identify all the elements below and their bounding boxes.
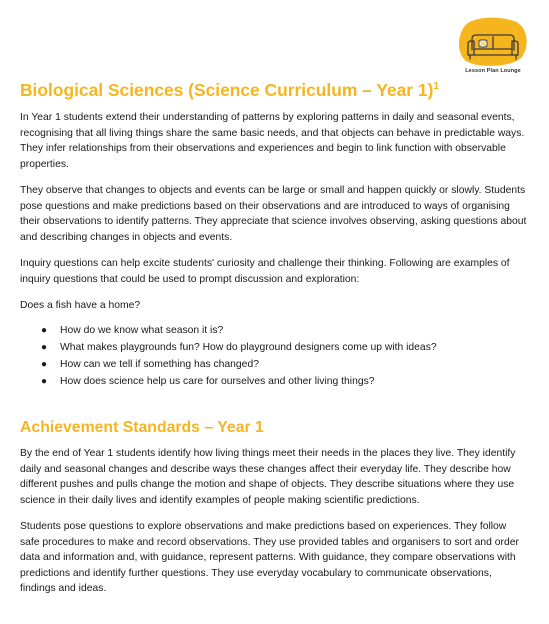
list-item-text: How do we know what season it is? bbox=[60, 324, 224, 336]
sofa-icon bbox=[456, 17, 530, 69]
paragraph-year1-patterns: In Year 1 students extend their understanding of patterns by exploring patterns in daily and seasonal events, recognising that all living things share the same basic needs, and that objects can behave in predictable ways. They infer relationships from their observations and experiences and begin to link function with observable properties. bbox=[20, 112, 525, 170]
list-item-text: How can we tell if something has changed? bbox=[60, 358, 259, 370]
inquiry-question-list bbox=[20, 323, 528, 390]
paragraph-inquiry-questions: Inquiry questions can help excite students' curiosity and challenge their thinking. Following are examples of inquiry questions that could be used to prompt discussion and exploration: bbox=[20, 258, 510, 285]
paragraph-observe-changes: They observe that changes to objects and events can be large or small and happen quickly or slowly. Students pose questions and make predictions based on their observations and are introduced to ways of organising their observations to identify patterns. They appreciate that science involves observing, asking questions about and describing changes in objects and events. bbox=[20, 185, 527, 243]
section-title-achievement-standards: Achievement Standards – Year 1 bbox=[20, 419, 264, 436]
bullet-icon: ● bbox=[41, 375, 48, 387]
footnote-marker: 1 bbox=[433, 81, 439, 92]
section-title-biological-sciences bbox=[20, 76, 528, 104]
lesson-plan-lounge-logo bbox=[456, 17, 530, 79]
list-item bbox=[20, 357, 528, 373]
section-title-text: Biological Sciences (Science Curriculum – Year 1) bbox=[20, 80, 434, 100]
logo-text: Lesson Plan Lounge bbox=[465, 68, 521, 74]
bullet-icon: ● bbox=[41, 358, 48, 370]
list-item-text: What makes playgrounds fun? How do playground designers come up with ideas? bbox=[60, 341, 437, 353]
list-item bbox=[20, 340, 528, 356]
list-item bbox=[20, 374, 528, 390]
paragraph-end-of-year1: By the end of Year 1 students identify how living things meet their needs in the places they live. They identify daily and seasonal changes and describe ways these changes affect their everyday life. They describe how different pushes and pulls change the motion and shape of objects. They describe situations where they use science in their daily lives and identify examples of people making scientific predictions. bbox=[20, 448, 516, 506]
paragraph-students-pose-questions: Students pose questions to explore observations and make predictions based on experiences. They follow safe procedures to make and record observations. They use provided tables and organisers to sort and order data and information and, with guidance, represent patterns. With guidance, they compare observations with predictions and identify further questions. They use everyday vocabulary to communicate observations, findings and ideas. bbox=[20, 521, 519, 594]
list-item bbox=[20, 323, 528, 339]
main-content bbox=[20, 76, 528, 597]
list-item-text: How does science help us care for ourselves and other living things? bbox=[60, 375, 375, 387]
bullet-icon: ● bbox=[41, 341, 48, 353]
bullet-icon: ● bbox=[41, 324, 48, 336]
paragraph-fish-question: Does a fish have a home? bbox=[20, 300, 141, 311]
